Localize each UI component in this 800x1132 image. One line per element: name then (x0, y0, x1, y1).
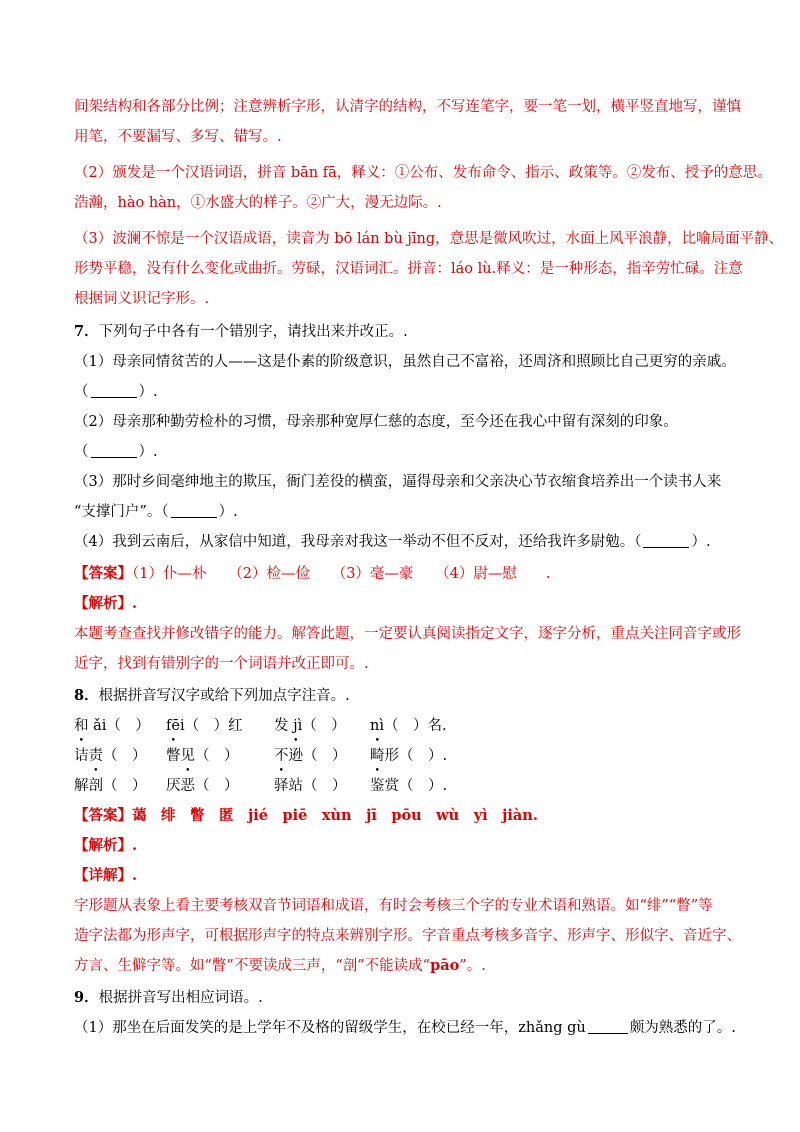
sentence-2: （2）母亲那种勤劳检朴的习惯，母亲那种宽厚仁慈的态度，至今还在我心中留有深刻的印象。 (74, 414, 678, 430)
para-line: 浩瀚，hào hàn，①水盛大的样子。②广大，漫无边际。. (74, 195, 442, 211)
para-line: 用笔，不要漏写、多写、错写。. (74, 129, 282, 145)
item: 发 jì（ ） (274, 718, 346, 734)
para-line: （3）波澜不惊是一个汉语成语，读音为 bō lán bù jīng，意思是微风吹过，水面上风平浪静，比喻局面平静、 (74, 231, 784, 247)
item: 畸形（ ）. (370, 748, 448, 764)
answer-text: 蔼 绯 瞥 匿 jié piē xùn jī pōu wù yì jiàn. (132, 807, 538, 824)
blank-line: （ ）. (74, 444, 158, 460)
question-number: 9． (74, 989, 99, 1006)
analysis-line: 近字，找到有错别字的一个词语并改正即可。. (74, 656, 369, 672)
item: 鉴赏（ ）. (370, 778, 448, 794)
question-text: 根据拼音写汉字或给下列加点字注音。. (98, 688, 350, 704)
analysis-label: 【解析】. (74, 837, 138, 854)
detail-line: 方言、生僻字等。如“瞥”不要读成三声，“剖”不能读成“pāo”。. (74, 957, 486, 974)
answer-blank[interactable] (588, 1019, 628, 1034)
question-number: 8． (74, 687, 99, 704)
analysis-line: 本题考查查找并修改错字的能力。解答此题，一定要认真阅读指定文字，逐字分析，重点关注同音字或形 (74, 626, 741, 642)
para-line: 形势平稳，没有什么变化或曲折。劳碌，汉语词汇。拼音：láo lù.释义：是一种形态，指辛劳忙碌。注意 (74, 261, 743, 277)
answer-text: （1）仆—朴 （2）检—俭 （3）毫—豪 （4）尉—慰 . (132, 566, 551, 582)
answer-blank[interactable] (91, 383, 137, 398)
item: 驿站（ ） (274, 778, 347, 794)
item: 和 ǎi（ ） (74, 718, 150, 734)
blank-line: （ ）. (74, 384, 158, 400)
item: nì（ ）名. (370, 718, 447, 734)
sentence-1: （1）母亲同情贫苦的人——这是仆素的阶级意识，虽然自己不富裕，还周济和照顾比自己更穷的亲戚。 (74, 354, 736, 370)
para-line: 根据词义识记字形。. (74, 291, 210, 307)
item: 解剖（ ） (74, 778, 147, 794)
answer-8 (74, 806, 754, 826)
detail-line: 造字法都为形声字，可根据形声字的特点来辨别字形。字音重点考核多音字、形声字、形似字、音近字、 (74, 928, 741, 944)
question-9 (74, 988, 754, 1008)
answer-7 (74, 564, 754, 584)
item: 不逊（ ） (274, 748, 347, 764)
question-text: 下列句子中各有一个错别字，请找出来并改正。. (98, 324, 408, 340)
question-text: 根据拼音写出相应词语。. (98, 990, 263, 1006)
answer-blank[interactable] (91, 443, 137, 458)
sentence-3-cont: “支撑门户”。（ ）. (74, 504, 238, 520)
detail-line: 字形题从表象上看主要考核双音节词语和成语，有时会考核三个字的专业术语和熟语。如“绯”“瞥”等 (74, 898, 713, 914)
question-7 (74, 322, 754, 342)
item: fēi（ ）红 (166, 718, 243, 734)
answer-blank[interactable] (643, 533, 689, 548)
question-8 (74, 686, 754, 706)
sentence-3: （3）那时乡间毫绅地主的欺压，衙门差役的横蛮，逼得母亲和父亲决心节衣缩食培养出一个读书人来 (74, 474, 722, 490)
item: 厌恶（ ） (166, 778, 239, 794)
item: 诘责（ ） (74, 748, 147, 764)
answer-label: 【答案】 (74, 565, 132, 582)
q9-sentence-1: （1）那坐在后面发笑的是上学年不及格的留级学生，在校已经一年，zhǎng gù 颇为熟悉的了。. (74, 1020, 736, 1036)
item: 瞥见（ ） (166, 748, 239, 764)
question-number: 7． (74, 323, 99, 340)
answer-label: 【答案】 (74, 807, 132, 824)
sentence-4: （4）我到云南后，从家信中知道，我母亲对我这一举动不但不反对，还给我许多尉勉。（ ）. (74, 534, 711, 550)
para-line: （2）颁发是一个汉语词语，拼音 bān fā，释义：①公布、发布命令、指示、政策等。②发布、授予的意思。 (74, 165, 772, 181)
analysis-label: 【解析】. (74, 595, 138, 612)
detail-label: 【详解】. (74, 867, 138, 884)
para-line: 间架结构和各部分比例；注意辨析字形，认清字的结构，不写连笔字，要一笔一划，横平竖直地写，谨慎 (74, 99, 741, 115)
answer-blank[interactable] (171, 503, 217, 518)
